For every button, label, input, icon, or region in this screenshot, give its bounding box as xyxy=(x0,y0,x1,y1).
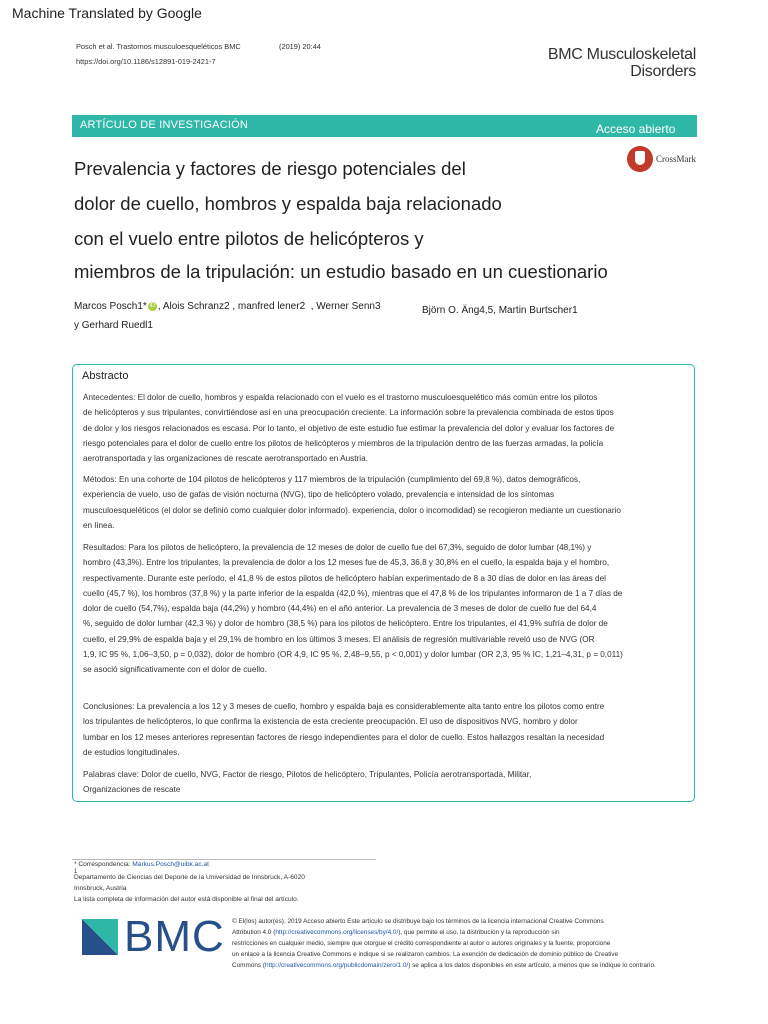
crossmark-label: CrossMark xyxy=(656,154,696,164)
background-line: riesgo potenciales para el dolor de cuello entre los pilotos de helicópteros y miembros de la tripulación dentro de las fuerzas armadas, la policía xyxy=(83,438,604,448)
author-2[interactable]: , Alois Schranz2 xyxy=(157,301,230,312)
journal-name xyxy=(546,46,696,80)
background-line: de helicópteros y sus tripulantes, convirtiéndose así en una preocupación creciente. La información sobre la prevalencia combinada de estos tipos xyxy=(83,408,614,418)
cc-by-link[interactable]: http://creativecommons.org/licenses/by/4.0/ xyxy=(275,929,399,936)
background-line: Antecedentes: El dolor de cuello, hombros y espalda relacionado con el vuelo es el trastorno musculoesquelético más común entre los pilotos xyxy=(83,393,598,402)
license-line-1: © El(los) autor(es). 2019 Acceso abierto Este artículo se distribuye bajo los términos de la licencia internacional Creative Commons xyxy=(232,918,604,925)
license-text: Commons ( xyxy=(232,962,266,969)
title-line-4: miembros de la tripulación: un estudio basado en un cuestionario xyxy=(74,261,608,282)
methods-line: en línea. xyxy=(83,520,115,530)
crossmark-badge[interactable] xyxy=(627,146,696,172)
results-line: hombro (43,3%). Entre los tripulantes, la prevalencia de dolor a los 12 meses fue de 45,3, 36,8 y 30,8% en el cuello, la espalda baja y el hombro, xyxy=(83,558,610,568)
bmc-logo-text: BMC xyxy=(124,912,225,961)
conclusions-line: de estudios longitudinales. xyxy=(83,747,180,757)
results-line: cuello, el 29,9% de espalda baja y el 29,1% de hombro en los últimos 3 meses. El análisis de regresión multivariable reveló uso de NVG (OR xyxy=(83,634,595,644)
doi-link[interactable]: https://doi.org/10.1186/s12891-019-2421-7 xyxy=(76,57,216,66)
license-line-4: un enlace a la licencia Creative Commons e indique si se realizaron cambios. La exención de dedicación de dominio público de Creative xyxy=(232,951,619,958)
results-line: 1,9, IC 95 %, 1,06–3,50, p = 0,032), dolor de hombro (OR 4,9, IC 95 %, 2,48–9,55, p < 0,001) y dolor lumbar (OR 2,3, 95 % IC, 1,21–4,31, p = 0,011) xyxy=(83,650,623,660)
conclusions-line: los tripulantes de helicópteros, lo que confirma la existencia de esta creciente preocupación. El uso de dispositivos NVG, hombro y dolor xyxy=(83,717,578,727)
background-line: aerotransportada y las organizaciones de rescate aerotransportado en Austria. xyxy=(83,454,368,464)
license-text: ) se aplica a los datos disponibles en este artículo, a menos que se indique lo contrario. xyxy=(408,962,656,969)
abstract-conclusions xyxy=(83,699,688,760)
license-line-2 xyxy=(232,929,560,936)
license-line-5 xyxy=(232,962,656,969)
abstract-results xyxy=(83,540,688,678)
author-5[interactable]: Björn O. Äng4,5, Martin Burtscher1 xyxy=(422,305,578,316)
bmc-logo xyxy=(82,912,225,962)
keywords-line: Palabras clave: Dolor de cuello, NVG, Factor de riesgo, Pilotos de helicóptero, Tripulantes, Policía aerotransportada, Militar, xyxy=(83,770,532,779)
abstract-background xyxy=(83,390,688,466)
results-line: respectivamente. Durante este período, el 41,8 % de estos pilotos de helicóptero habían experimentado de 8 a 30 días de dolor en las áreas del xyxy=(83,573,606,583)
correspondence-label: * Correspondencia: xyxy=(74,861,133,868)
background-line: de dolor y los riesgos relacionados es escasa. Por lo tanto, el objetivo de este estudio fue estimar la prevalencia del dolor y evaluar los factores de xyxy=(83,423,615,433)
methods-line: musculoesqueléticos (el dolor se definió como cualquier dolor informado). experiencia, dolor o incomodidad) se recogieron mediante un cuestionario xyxy=(83,505,621,515)
journal-line-1: BMC Musculoskeletal xyxy=(547,46,696,63)
methods-line: Métodos: En una cohorte de 104 pilotos de helicópteros y 117 miembros de la tripulación (cumplimiento del 69,8 %), datos demográficos, xyxy=(83,475,581,484)
results-line: dolor de cuello (54,7%), espalda baja (44,2%) y hombro (44,4%) en el año anterior. La prevalencia de 3 meses de dolor de cuello fue del 64,4 xyxy=(83,604,597,614)
title-line-1: Prevalencia y factores de riesgo potenciales del xyxy=(74,158,466,179)
conclusions-line: Conclusiones: La prevalencia a los 12 y 3 meses de cuello, hombro y espalda baja es considerablemente alta tanto entre los pilotos como entre xyxy=(83,702,605,711)
affiliation-dept: Departamento de Ciencias del Deporte de la Universidad de Innsbruck, A-6020 xyxy=(74,874,305,881)
author-list xyxy=(74,301,381,312)
author-4[interactable]: , Werner Senn3 xyxy=(310,301,381,312)
author-1[interactable]: Marcos Posch1* xyxy=(74,301,147,312)
cc-zero-link[interactable]: http://creativecommons.org/publicdomain/zero/1.0/ xyxy=(265,962,409,969)
affiliation-number: 1 xyxy=(74,869,78,875)
abstract-keywords xyxy=(83,767,688,798)
results-line: se asoció significativamente con el dolor de cuello. xyxy=(83,665,267,675)
bmc-mark-icon xyxy=(82,919,118,955)
journal-line-2: Disorders xyxy=(630,63,696,80)
correspondence-email[interactable]: Markus.Posch@uibk.ac.at xyxy=(132,861,209,868)
citation: Posch et al. Trastornos musculoesqueléticos BMC xyxy=(76,42,241,51)
title-line-3: con el vuelo entre pilotos de helicópteros y xyxy=(74,228,424,249)
footnote-divider xyxy=(72,859,376,860)
results-line: %, seguido de dolor lumbar (42,3 %) y dolor de hombro (38,5 %) para los pilotos de helicóptero. Entre los tripulantes, el 41,9% sufría de dolor de xyxy=(83,619,608,629)
article-type: ARTÍCULO DE INVESTIGACIÓN xyxy=(80,119,248,131)
orcid-icon[interactable]: iD xyxy=(149,302,156,309)
conclusions-line: lumbar en los 12 meses anteriores representan factores de riesgo independientes para el dolor de cuello. Estos hallazgos resaltan la necesidad xyxy=(83,732,605,742)
machine-translated-label: Machine Translated by Google xyxy=(12,5,202,21)
results-line: Resultados: Para los pilotos de helicóptero, la prevalencia de 12 meses de dolor de cuello fue del 67,3%, seguido de dolor lumbar (48,1%) y xyxy=(83,543,592,552)
abstract-box xyxy=(72,364,695,802)
license-line-3: restricciones en cualquier medio, siempre que otorgue el crédito correspondiente al autor o autores originales y la fuente, proporcione xyxy=(232,940,611,947)
methods-line: experiencia de vuelo, uso de gafas de visión nocturna (NVG), tipo de helicóptero volado, prevalencia e intensidad de los síntomas xyxy=(83,490,555,500)
keywords-line: Organizaciones de rescate xyxy=(83,785,181,795)
affiliation-city: Innsbruck, Austria xyxy=(74,885,127,892)
results-line: cuello (45,7 %), los hombros (37,8 %) y la parte inferior de la espalda (42,0 %), mientras que el 47,8 % de los tripulantes informaron de 1 a 7 días de xyxy=(83,588,623,598)
citation-year: (2019) 20:44 xyxy=(279,42,321,51)
title-line-2: dolor de cuello, hombros y espalda baja relacionado xyxy=(74,193,502,214)
abstract-methods xyxy=(83,472,688,533)
license-text: Attribution 4.0 ( xyxy=(232,929,276,936)
author-line-2[interactable]: y Gerhard Ruedl1 xyxy=(74,320,153,331)
abstract-heading: Abstracto xyxy=(82,370,129,382)
license-text: ), que permite el uso, la distribución y la reproducción sin xyxy=(398,929,560,936)
open-access-label: Acceso abierto xyxy=(596,122,676,136)
author-3[interactable]: , manfred lener2 xyxy=(232,301,306,312)
correspondence xyxy=(74,861,209,868)
author-info-note: La lista completa de información del autor está disponible al final del artículo. xyxy=(74,896,299,903)
